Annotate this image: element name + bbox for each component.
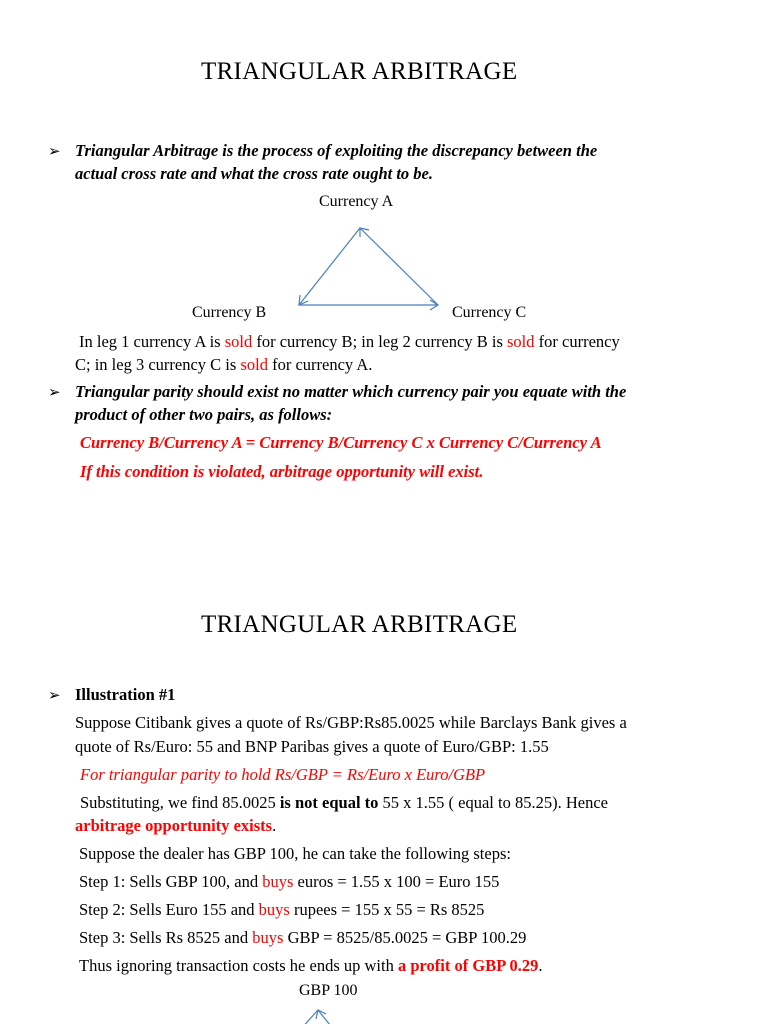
sold-word: sold: [507, 332, 535, 351]
step-3: Step 3: Sells Rs 8525 and buys GBP = 8525/85.0025 = GBP 100.29: [79, 928, 527, 947]
substitution-line: Substituting, we find 85.0025 is not equal to 55 x 1.55 ( equal to 85.25). Hence: [80, 793, 608, 812]
intro-line-2: actual cross rate and what the cross rate ought to be.: [75, 164, 433, 183]
arbitrage-exists-line: arbitrage opportunity exists.: [75, 816, 277, 835]
quote-line-1: Suppose Citibank gives a quote of Rs/GBP:Rs85.0025 while Barclays Bank gives a: [75, 713, 627, 732]
quote-line-2: quote of Rs/Euro: 55 and BNP Paribas gives a quote of Euro/GBP: 1.55: [75, 737, 549, 756]
bullet-arrow-icon: ➢: [48, 385, 61, 401]
parity-condition: For triangular parity to hold Rs/GBP = Rs/Euro x Euro/GBP: [80, 765, 486, 784]
node-currency-a: Currency A: [319, 193, 394, 210]
profit-line: Thus ignoring transaction costs he ends up with a profit of GBP 0.29.: [79, 956, 543, 975]
node-currency-b: Currency B: [192, 304, 267, 321]
sold-word: sold: [240, 355, 268, 374]
legs-line-2: C; in leg 3 currency C is sold for currency A.: [75, 355, 373, 374]
legs-line-1: In leg 1 currency A is sold for currency B; in leg 2 currency B is sold for currency: [79, 332, 620, 351]
step-2: Step 2: Sells Euro 155 and buys rupees = 155 x 55 = Rs 8525: [79, 900, 485, 919]
parity-line-1: Triangular parity should exist no matter which currency pair you equate with the: [75, 382, 627, 401]
node-gbp-100: GBP 100: [299, 982, 358, 999]
step-1: Step 1: Sells GBP 100, and buys euros = 1.55 x 100 = Euro 155: [79, 872, 500, 891]
bullet-arrow-icon: ➢: [48, 688, 61, 704]
node-currency-c: Currency C: [452, 304, 527, 321]
slide1-title: TRIANGULAR ARBITRAGE: [201, 58, 518, 85]
intro-line-1: Triangular Arbitrage is the process of exploiting the discrepancy between the: [75, 141, 598, 160]
illustration-heading: Illustration #1: [75, 685, 176, 704]
parity-formula: Currency B/Currency A = Currency B/Currency C x Currency C/Currency A: [80, 433, 602, 452]
dealer-line: Suppose the dealer has GBP 100, he can take the following steps:: [79, 844, 511, 863]
slide2-title: TRIANGULAR ARBITRAGE: [201, 611, 518, 638]
parity-line-2: product of other two pairs, as follows:: [75, 405, 333, 424]
sold-word: sold: [224, 332, 253, 351]
violation-note: If this condition is violated, arbitrage opportunity will exist.: [80, 462, 484, 481]
bullet-arrow-icon: ➢: [48, 144, 61, 160]
